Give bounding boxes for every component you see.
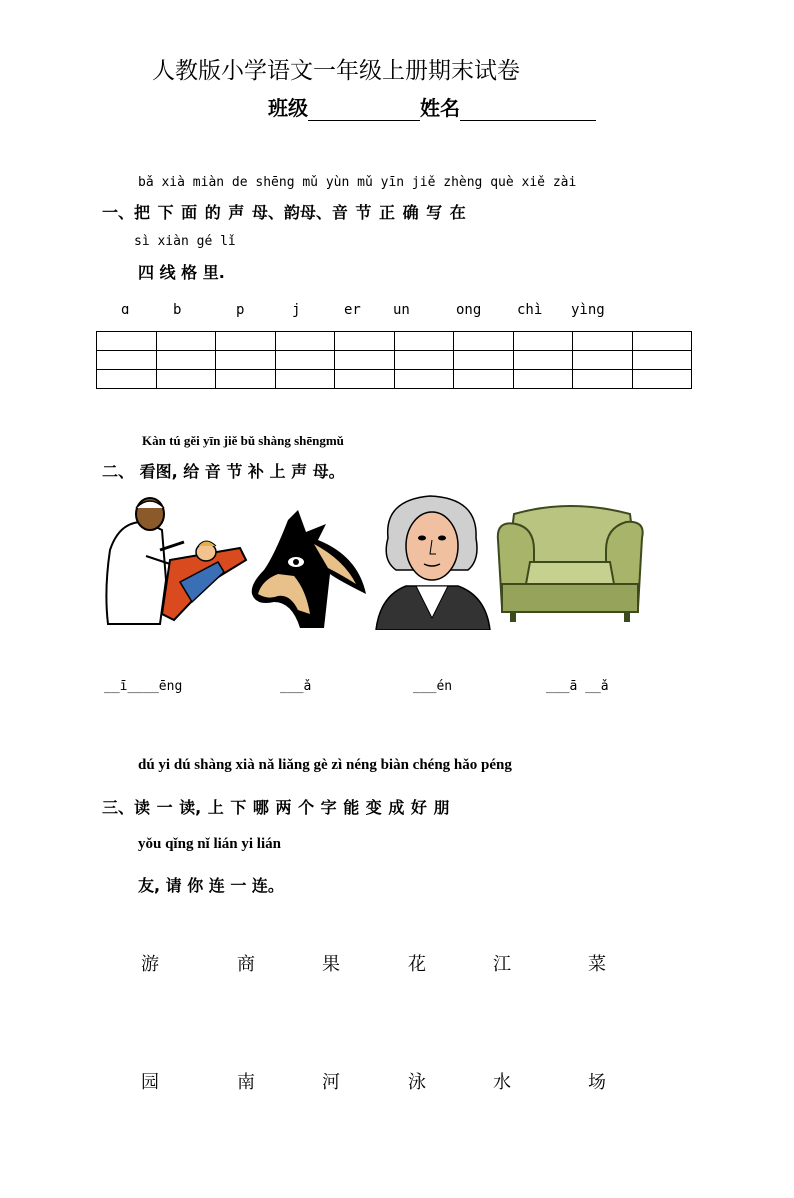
q1-pinyin-line1: bǎ xià miàn de shēng mǔ yùn mǔ yīn jiě zhèng què xiě zài bbox=[138, 175, 577, 190]
class-field[interactable] bbox=[308, 98, 420, 121]
q3-char-bottom[interactable]: 水 bbox=[493, 1072, 511, 1093]
q1-letter: chì bbox=[517, 302, 543, 318]
name-field[interactable] bbox=[460, 98, 596, 121]
q2-answer-blank[interactable]: __ī____ēng bbox=[104, 679, 183, 694]
q1-letter: ɑ bbox=[121, 302, 130, 318]
q2-text: 二、 看图, 给 音 节 补 上 声 母。 bbox=[102, 462, 345, 481]
q3-text-line2: 友, 请 你 连 一 连。 bbox=[138, 876, 284, 895]
class-label: 班级 bbox=[268, 96, 308, 120]
q1-letter: er bbox=[344, 302, 361, 318]
q1-letter: yìng bbox=[571, 302, 605, 318]
q3-char-top[interactable]: 商 bbox=[237, 954, 255, 975]
q1-text-line1: 一、把 下 面 的 声 母、韵母、音 节 正 确 写 在 bbox=[102, 203, 466, 222]
student-info-line bbox=[268, 92, 596, 121]
q3-text-line1: 三、读 一 读, 上 下 哪 两 个 字 能 变 成 好 朋 bbox=[102, 798, 450, 817]
sofa-image bbox=[494, 500, 646, 628]
q3-char-bottom[interactable]: 园 bbox=[141, 1072, 159, 1093]
q3-char-top[interactable]: 菜 bbox=[588, 954, 606, 975]
q1-text-line2: 四 线 格 里. bbox=[138, 263, 225, 282]
q2-pinyin: Kàn tú gěi yīn jiě bǔ shàng shēngmǔ bbox=[142, 433, 344, 448]
horse-image bbox=[248, 510, 370, 630]
q1-letter: j bbox=[292, 302, 301, 318]
q3-char-bottom[interactable]: 南 bbox=[237, 1072, 255, 1093]
q3-char-top[interactable]: 果 bbox=[322, 954, 340, 975]
q3-pinyin-line1: dú yi dú shàng xià nǎ liǎng gè zì néng biàn chéng hǎo péng bbox=[138, 757, 512, 773]
name-label: 姓名 bbox=[420, 96, 460, 120]
four-line-grid[interactable] bbox=[96, 331, 692, 389]
q3-char-top[interactable]: 花 bbox=[408, 954, 426, 975]
q2-answer-blank[interactable]: ___ǎ bbox=[280, 679, 312, 694]
q2-answer-blank[interactable]: ___ā __ǎ bbox=[546, 679, 609, 694]
q1-letter: p bbox=[236, 302, 245, 318]
page-title: 人教版小学语文一年级上册期末试卷 bbox=[152, 58, 520, 84]
q1-letter: b bbox=[173, 302, 182, 318]
q3-pinyin-line2: yǒu qǐng nǐ lián yi lián bbox=[138, 836, 281, 852]
q3-char-bottom[interactable]: 泳 bbox=[408, 1072, 426, 1093]
q3-char-bottom[interactable]: 河 bbox=[322, 1072, 340, 1093]
washington-image bbox=[370, 490, 494, 630]
q1-letter: un bbox=[393, 302, 410, 318]
q1-pinyin-line2: sì xiàn gé lǐ bbox=[134, 234, 236, 249]
q3-char-bottom[interactable]: 场 bbox=[588, 1072, 606, 1093]
q2-answer-blank[interactable]: ___én bbox=[413, 679, 453, 694]
q3-char-top[interactable]: 江 bbox=[493, 954, 511, 975]
q1-letter: ong bbox=[456, 302, 482, 318]
q3-char-top[interactable]: 游 bbox=[141, 954, 159, 975]
dentist-image bbox=[100, 490, 250, 630]
